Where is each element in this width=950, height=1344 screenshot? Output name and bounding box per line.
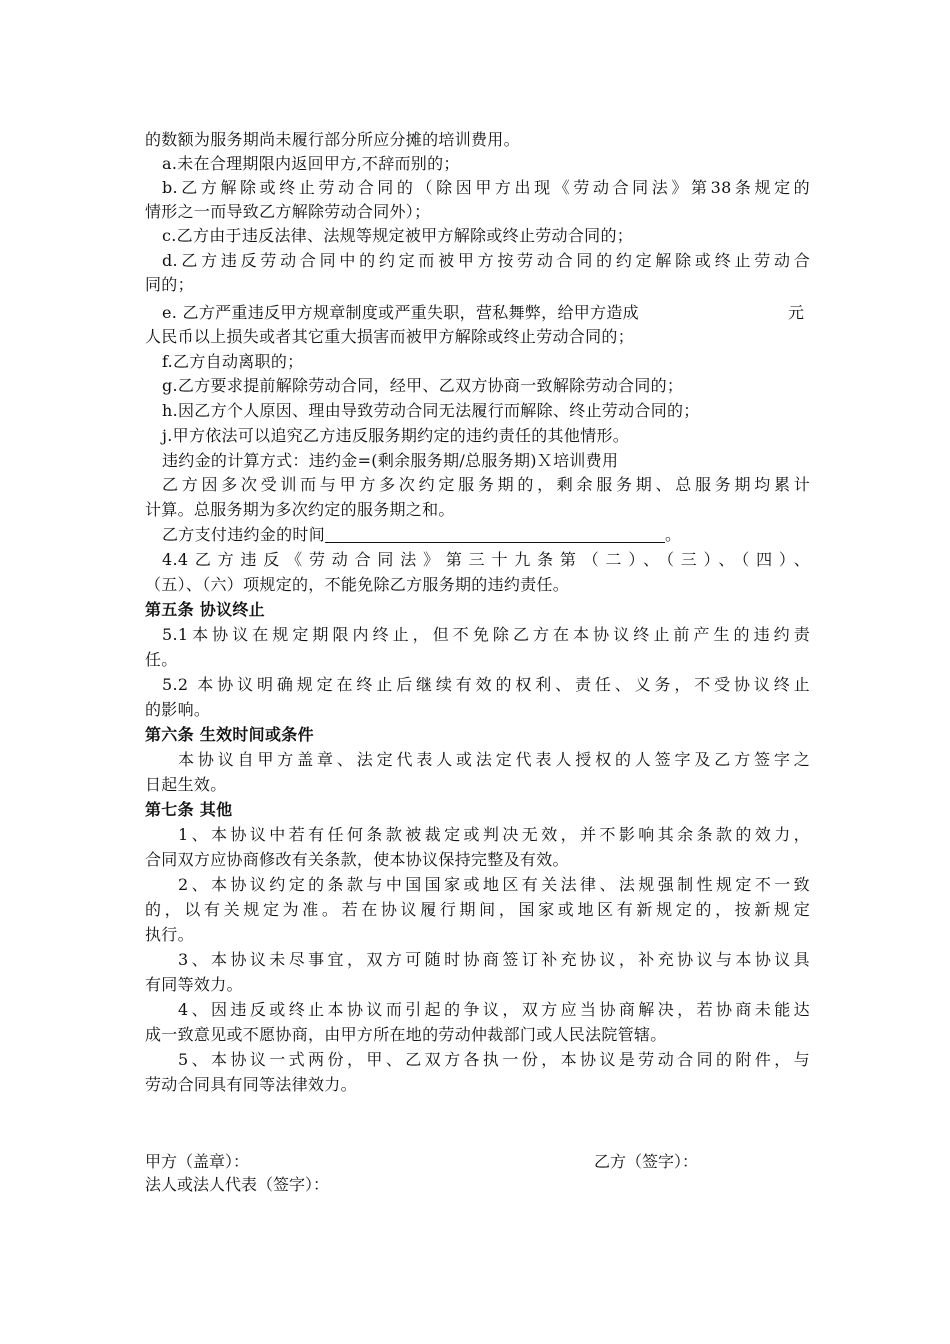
legal-rep-signature: 法人或法人代表（签字）： — [145, 1175, 330, 1194]
clause-7-2-cont: 的，以有关规定为准。若在协议履行期间，国家或地区有新规定的，按新规定 — [145, 900, 810, 919]
clause-f: f.乙方自动离职的； — [162, 352, 304, 371]
penalty-note: 乙方因多次受训而与甲方多次约定服务期的，剩余服务期、总服务期均累计 — [162, 475, 810, 494]
clause-4-4: 4.4乙方违反《劳动合同法》第三十九条第（二）、（三）、（四）、 — [162, 550, 810, 569]
clause-e-unit: 元 — [788, 303, 805, 322]
section-heading-6: 第六条 生效时间或条件 — [145, 725, 314, 744]
payment-time-blank — [325, 524, 665, 543]
clause-7-3: 3、本协议未尽事宜，双方可随时协商签订补充协议，补充协议与本协议具 — [178, 950, 810, 969]
clause-j: j.甲方依法可以追究乙方违反服务期约定的违约责任的其他情形。 — [162, 426, 630, 445]
paragraph-line: 的数额为服务期尚未履行部分所应分摊的培训费用。 — [145, 130, 520, 149]
clause-b: b.乙方解除或终止劳动合同的（除因甲方出现《劳动合同法》第38条规定的 — [162, 178, 810, 197]
clause-a: a.未在合理期限内返回甲方,不辞而别的； — [162, 154, 460, 173]
clause-5-1: 5.1本协议在规定期限内终止，但不免除乙方在本协议终止前产生的违约责 — [162, 625, 810, 644]
clause-7-2-end: 执行。 — [145, 925, 194, 944]
clause-7-4: 4、因违反或终止本协议而引起的争议，双方应当协商解决，若协商未能达 — [178, 1000, 810, 1019]
clause-4-4-cont: （五）、（六）项规定的，不能免除乙方服务期的违约责任。 — [145, 575, 570, 594]
party-b-signature: 乙方（签字）： — [594, 1152, 699, 1171]
section-heading-7: 第七条 其他 — [145, 800, 233, 819]
clause-b-cont: 情形之一而导致乙方解除劳动合同外）； — [145, 202, 431, 221]
clause-7-4-cont: 成一致意见或不愿协商，由甲方所在地的劳动仲裁部门或人民法院管辖。 — [145, 1025, 667, 1044]
clause-c: c.乙方由于违反法律、法规等规定被甲方解除或终止劳动合同的； — [162, 226, 634, 245]
clause-7-1: 1、本协议中若有任何条款被裁定或判决无效，并不影响其余条款的效力， — [178, 825, 810, 844]
clause-g: g.乙方要求提前解除劳动合同，经甲、乙双方协商一致解除劳动合同的； — [162, 376, 684, 395]
clause-6-cont: 日起生效。 — [145, 775, 227, 794]
payment-time-end: 。 — [665, 525, 682, 544]
payment-time-label: 乙方支付违约金的时间 — [162, 525, 326, 544]
clause-7-1-cont: 合同双方应协商修改有关条款，使本协议保持完整及有效。 — [145, 850, 569, 869]
clause-7-2: 2、本协议约定的条款与中国国家或地区有关法律、法规强制性规定不一致 — [178, 875, 810, 894]
clause-e — [162, 301, 639, 325]
clause-e-text: e. 乙方严重违反甲方规章制度或严重失职，营私舞弊，给甲方造成 — [162, 303, 639, 322]
section-heading-5: 第五条 协议终止 — [145, 600, 265, 619]
clause-6: 本协议自甲方盖章、法定代表人或法定代表人授权的人签字及乙方签字之 — [178, 750, 810, 769]
penalty-note-cont: 计算。总服务期为多次约定的服务期之和。 — [145, 500, 455, 519]
clause-7-5-cont: 劳动合同具有同等法律效力。 — [145, 1075, 357, 1094]
clause-7-3-cont: 有同等效力。 — [145, 975, 243, 994]
party-a-seal: 甲方（盖章）： — [145, 1152, 250, 1171]
clause-e-cont: 人民币以上损失或者其它重大损害而被甲方解除或终止劳动合同的； — [145, 327, 635, 346]
clause-h: h.因乙方个人原因、理由导致劳动合同无法履行而解除、终止劳动合同的； — [162, 401, 700, 420]
clause-d-cont: 同的； — [145, 275, 194, 294]
payment-time-line — [162, 523, 681, 547]
clause-7-5: 5、本协议一式两份，甲、乙双方各执一份，本协议是劳动合同的附件，与 — [178, 1050, 810, 1069]
clause-5-2-cont: 的影响。 — [145, 700, 211, 719]
clause-5-2: 5.2 本协议明确规定在终止后继续有效的权利、责任、义务，不受协议终止 — [162, 675, 810, 694]
clause-5-1-cont: 任。 — [145, 650, 178, 669]
penalty-formula: 违约金的计算方式：违约金=(剩余服务期/总服务期)Ｘ培训费用 — [162, 451, 619, 470]
clause-d: d.乙方违反劳动合同中的约定而被甲方按劳动合同的约定解除或终止劳动合 — [162, 251, 810, 270]
